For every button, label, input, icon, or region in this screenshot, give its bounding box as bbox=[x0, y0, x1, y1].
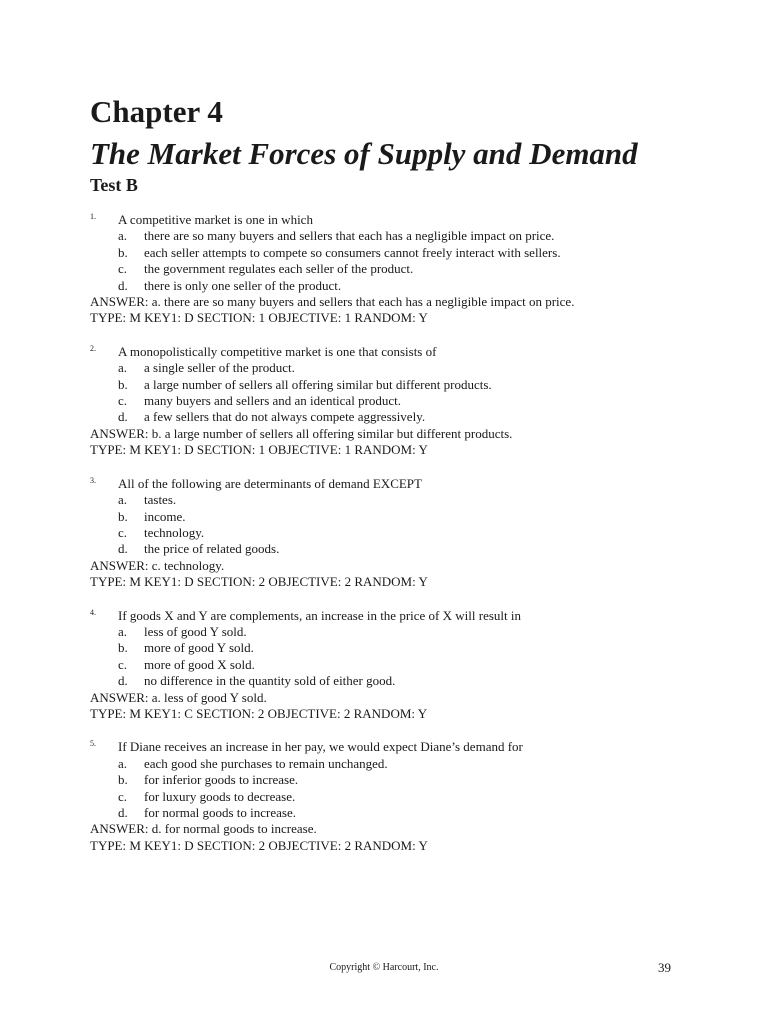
option-letter: b. bbox=[118, 376, 128, 392]
question-stem: If Diane receives an increase in her pay, we would expect Diane’s demand for bbox=[118, 739, 523, 755]
option-b bbox=[90, 245, 710, 261]
option-letter: d. bbox=[118, 277, 128, 293]
question-number: 5. bbox=[90, 739, 96, 749]
question-meta: TYPE: M KEY1: D SECTION: 1 OBJECTIVE: 1 RANDOM: Y bbox=[90, 310, 428, 326]
question-meta: TYPE: M KEY1: C SECTION: 2 OBJECTIVE: 2 RANDOM: Y bbox=[90, 705, 428, 721]
chapter-title: Chapter 4 bbox=[90, 94, 223, 129]
answer-line: ANSWER: c. technology. bbox=[90, 557, 225, 573]
answer-line: ANSWER: a. there are so many buyers and sellers that each has a negligible impact on price. bbox=[90, 294, 575, 310]
option-b bbox=[90, 377, 710, 393]
option-letter: b. bbox=[118, 640, 128, 656]
answer-line: ANSWER: a. less of good Y sold. bbox=[90, 689, 267, 705]
question-item bbox=[90, 608, 710, 723]
option-letter: d. bbox=[118, 409, 128, 425]
option-text: tastes. bbox=[144, 492, 177, 508]
option-letter: b. bbox=[118, 508, 128, 524]
chapter-subtitle: The Market Forces of Supply and Demand bbox=[90, 136, 638, 171]
option-text: each good she purchases to remain unchanged. bbox=[144, 755, 388, 771]
option-letter: c. bbox=[118, 524, 128, 540]
option-text: for luxury goods to decrease. bbox=[144, 788, 296, 804]
question-stem-line bbox=[90, 476, 710, 492]
option-text: for normal goods to increase. bbox=[144, 805, 296, 820]
option-b bbox=[90, 509, 710, 525]
option-letter: c. bbox=[118, 261, 128, 277]
footer-copyright: Copyright © Harcourt, Inc. bbox=[329, 962, 439, 973]
option-letter: d. bbox=[118, 541, 128, 557]
option-letter: c. bbox=[118, 788, 128, 804]
question-item bbox=[90, 476, 710, 591]
option-letter: a. bbox=[118, 360, 128, 376]
question-number: 1. bbox=[90, 212, 96, 221]
option-text: more of good X sold. bbox=[144, 656, 255, 672]
option-text: the price of related goods. bbox=[144, 541, 280, 557]
question-stem: All of the following are determinants of demand EXCEPT bbox=[118, 475, 422, 491]
option-text: there are so many buyers and sellers that each has a negligible impact on price. bbox=[144, 228, 555, 244]
option-letter: a. bbox=[118, 755, 128, 771]
option-a bbox=[90, 360, 710, 376]
option-text: a single seller of the product. bbox=[144, 360, 295, 376]
option-b bbox=[90, 772, 710, 788]
option-c bbox=[90, 789, 710, 805]
option-d bbox=[90, 673, 710, 689]
option-c bbox=[90, 657, 710, 673]
question-stem-line bbox=[90, 608, 710, 624]
question-number: 2. bbox=[90, 343, 96, 353]
option-text: a few sellers that do not always compete aggressively. bbox=[144, 409, 426, 425]
option-a bbox=[90, 228, 710, 244]
question-list bbox=[90, 212, 710, 871]
option-letter: b. bbox=[118, 772, 128, 788]
question-item bbox=[90, 344, 710, 459]
option-a bbox=[90, 624, 710, 640]
option-c bbox=[90, 525, 710, 541]
option-d bbox=[90, 409, 710, 425]
option-text: technology. bbox=[144, 524, 205, 540]
answer-line: ANSWER: d. for normal goods to increase. bbox=[90, 821, 317, 837]
question-meta: TYPE: M KEY1: D SECTION: 2 OBJECTIVE: 2 RANDOM: Y bbox=[90, 837, 428, 853]
option-letter: c. bbox=[118, 656, 128, 672]
option-a bbox=[90, 756, 710, 772]
option-text: each seller attempts to compete so consumers cannot freely interact with sellers. bbox=[144, 244, 561, 260]
option-letter: a. bbox=[118, 623, 128, 639]
option-letter: a. bbox=[118, 492, 128, 508]
option-a bbox=[90, 492, 710, 508]
option-b bbox=[90, 640, 710, 656]
question-number: 3. bbox=[90, 475, 96, 485]
option-text: for inferior goods to increase. bbox=[144, 772, 299, 788]
option-letter: d. bbox=[118, 805, 128, 820]
question-item bbox=[90, 739, 710, 854]
page-number: 39 bbox=[658, 960, 671, 975]
question-stem-line bbox=[90, 739, 710, 755]
answer-line: ANSWER: b. a large number of sellers all offering similar but different products. bbox=[90, 425, 513, 441]
option-letter: c. bbox=[118, 393, 128, 409]
question-number: 4. bbox=[90, 607, 96, 617]
option-text: a large number of sellers all offering similar but different products. bbox=[144, 376, 492, 392]
option-text: many buyers and sellers and an identical product. bbox=[144, 393, 402, 409]
option-letter: d. bbox=[118, 673, 128, 689]
option-d bbox=[90, 805, 710, 821]
question-stem: A monopolistically competitive market is one that consists of bbox=[118, 343, 437, 359]
option-d bbox=[90, 278, 710, 294]
option-text: there is only one seller of the product. bbox=[144, 277, 342, 293]
question-stem-line bbox=[90, 344, 710, 360]
question-meta: TYPE: M KEY1: D SECTION: 2 OBJECTIVE: 2 RANDOM: Y bbox=[90, 574, 428, 590]
option-c bbox=[90, 261, 710, 277]
question-meta: TYPE: M KEY1: D SECTION: 1 OBJECTIVE: 1 RANDOM: Y bbox=[90, 442, 428, 458]
question-stem: A competitive market is one in which bbox=[118, 212, 313, 227]
option-text: income. bbox=[144, 508, 186, 524]
option-letter: a. bbox=[118, 228, 128, 244]
test-label: Test B bbox=[90, 175, 138, 195]
option-text: more of good Y sold. bbox=[144, 640, 254, 656]
option-c bbox=[90, 393, 710, 409]
option-text: the government regulates each seller of the product. bbox=[144, 261, 414, 277]
option-letter: b. bbox=[118, 244, 128, 260]
option-text: no difference in the quantity sold of either good. bbox=[144, 673, 396, 689]
question-stem-line bbox=[90, 212, 710, 228]
question-stem: If goods X and Y are complements, an increase in the price of X will result in bbox=[118, 607, 521, 623]
option-d bbox=[90, 541, 710, 557]
question-item bbox=[90, 212, 710, 327]
option-text: less of good Y sold. bbox=[144, 623, 247, 639]
